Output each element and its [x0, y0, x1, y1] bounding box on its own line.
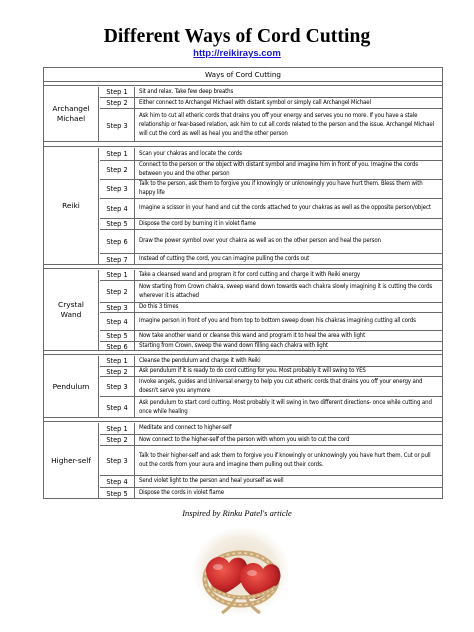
- table-row: [100, 179, 442, 198]
- step-label: Step 2: [100, 161, 135, 179]
- technique-label: Pendulum: [44, 356, 99, 417]
- step-label: Step 3: [100, 303, 135, 312]
- step-label: Step 3: [100, 180, 135, 198]
- step-text: Ask him to cut all etheric cords that drains you off your energy and serves you no more. If you have a stale relationship or fear-based relation, ask him to cut all cords related to the person and the issue. Archangel Michael will cut the cord as well as heal you and the other person: [139, 112, 434, 137]
- step-label: Step 2: [100, 367, 135, 376]
- table-row: [100, 253, 442, 265]
- table-row: [100, 423, 442, 434]
- two-hearts-tied-with-rope-icon: [192, 525, 290, 617]
- step-text: Either connect to Archangel Michael with distant symbol or simply call Archangel Michael: [139, 98, 371, 106]
- step-text: Meditate and connect to higher-self: [139, 424, 232, 432]
- table-row: [100, 218, 442, 229]
- step-label: Step 1: [100, 87, 135, 97]
- table-row: [100, 445, 442, 475]
- technique-label: Crystal Wand: [44, 270, 99, 350]
- step-text: Starting from Crown, sweep the wand down filling each chakra with light: [139, 342, 328, 350]
- table-spacer: [44, 143, 442, 147]
- step-label: Step 1: [100, 270, 135, 280]
- step-label: Step 1: [100, 423, 135, 434]
- step-text: Dispose the cords in violet flame: [139, 489, 224, 497]
- step-text: Imagine a scissor in your hand and cut the cords attached to your chakras as well as the opposite person/object: [139, 204, 431, 212]
- table-row: [100, 487, 442, 499]
- step-label: Step 3: [100, 446, 135, 475]
- table-row: [100, 434, 442, 445]
- step-text: Imagine person in front of you and from top to bottom sweep down his chakras imagining cutting all cords: [139, 317, 416, 325]
- step-text: Talk to their higher-self and ask them to forgive you if knowingly or unknowingly you have hurt them. Cut or pull out the cords from your aura and imagine them pulling out their cords.: [139, 451, 431, 468]
- step-text: Connect to the person or the object with distant symbol and imagine him in front of you. Imagine the cords between you and the other person: [139, 161, 418, 177]
- step-text: Now starting from Crown chakra, sweep wand down towards each chakra slowly imagining it is cutting the cords wherever it is attached: [139, 282, 433, 299]
- step-text: Do this 3 times: [139, 303, 179, 311]
- step-text: Instead of cutting the cord, you can imagine pulling the cords out: [139, 255, 310, 263]
- table-row: [100, 475, 442, 487]
- step-text: Take a cleansed wand and program it for cord cutting and charge it with Reiki energy: [139, 270, 361, 278]
- step-text: Talk to the person, ask them to forgive you if knowingly or unknowingly you have hurt them. Bless them with happy life: [139, 180, 423, 196]
- step-text: Invoke angels, guides and Universal energy to help you cut etheric cords that drains you off your energy and doesn't serve you anymore: [139, 377, 423, 394]
- step-label: Step 3: [100, 377, 135, 396]
- table-spacer: [44, 83, 442, 86]
- step-text: Draw the power symbol over your chakra as well as on the other person and heal the person: [139, 237, 381, 245]
- table-row: [100, 376, 442, 396]
- table-row: [100, 160, 442, 179]
- section-higher-self: [44, 423, 442, 499]
- step-label: Step 2: [100, 98, 135, 108]
- section-crystal-wand: [44, 270, 442, 351]
- step-label: Step 5: [100, 488, 135, 499]
- step-text: Dispose the cord by burning it in violet flame: [139, 219, 256, 227]
- page-title: Different Ways of Cord Cutting: [103, 26, 371, 47]
- table-row: [100, 87, 442, 97]
- table-spacer: [44, 352, 442, 355]
- site-link[interactable]: http://reikirays.com: [193, 48, 281, 59]
- step-text: Send violet light to the person and heal yourself as well: [139, 477, 284, 485]
- step-label: Step 4: [100, 476, 135, 487]
- step-text: Scan your chakras and locate the cords: [139, 149, 242, 157]
- step-text: Now take another wand or cleanse this wand and program it to heal the area with light: [139, 331, 366, 339]
- step-text: Ask pendulum if it is ready to do cord cutting for you. Most probably it will swing to YES: [139, 367, 366, 375]
- technique-label: Higher-self: [44, 423, 99, 499]
- cord-cutting-table: [43, 67, 443, 499]
- step-label: Step 4: [100, 199, 135, 218]
- step-label: Step 1: [100, 148, 135, 160]
- table-row: [100, 330, 442, 341]
- table-row: [100, 312, 442, 330]
- step-label: Step 5: [100, 331, 135, 341]
- table-row: [100, 356, 442, 366]
- step-label: Step 2: [100, 281, 135, 302]
- step-label: Step 6: [100, 230, 135, 253]
- step-label: Step 5: [100, 219, 135, 229]
- step-text: Sit and relax. Take few deep breaths: [139, 87, 234, 95]
- inspired-by-credit: Inspired by Rinku Patel's article: [182, 508, 292, 518]
- section-reiki: [44, 148, 442, 265]
- step-text: Cleanse the pendulum and charge it with Reiki: [139, 356, 261, 364]
- section-pendulum: [44, 356, 442, 418]
- table-row: [100, 229, 442, 253]
- step-label: Step 2: [100, 435, 135, 445]
- table-row: [100, 270, 442, 280]
- step-text: Now connect to the higher-self of the person with whom you wish to cut the cord: [139, 435, 350, 443]
- table-row: [100, 341, 442, 351]
- table-row: [100, 302, 442, 312]
- step-label: Step 4: [100, 313, 135, 330]
- table-row: [100, 366, 442, 376]
- table-row: [100, 108, 442, 142]
- table-row: [100, 148, 442, 160]
- step-label: Step 7: [100, 254, 135, 265]
- table-spacer: [44, 266, 442, 269]
- step-label: Step 3: [100, 109, 135, 142]
- table-row: [100, 198, 442, 218]
- table-row: [100, 97, 442, 108]
- technique-label: Archangel Michael: [44, 87, 99, 141]
- table-row: [100, 396, 442, 418]
- section-archangel-michael: [44, 87, 442, 142]
- step-text: Ask pendulum to start cord cutting. Most probably it will swing in two different directions- once while cutting and once while healing: [139, 398, 432, 415]
- table-header: Ways of Cord Cutting: [44, 68, 442, 82]
- step-label: Step 1: [100, 356, 135, 366]
- step-label: Step 4: [100, 397, 135, 418]
- table-spacer: [44, 419, 442, 422]
- step-label: Step 6: [100, 342, 135, 351]
- table-row: [100, 280, 442, 302]
- technique-label: Reiki: [44, 148, 99, 264]
